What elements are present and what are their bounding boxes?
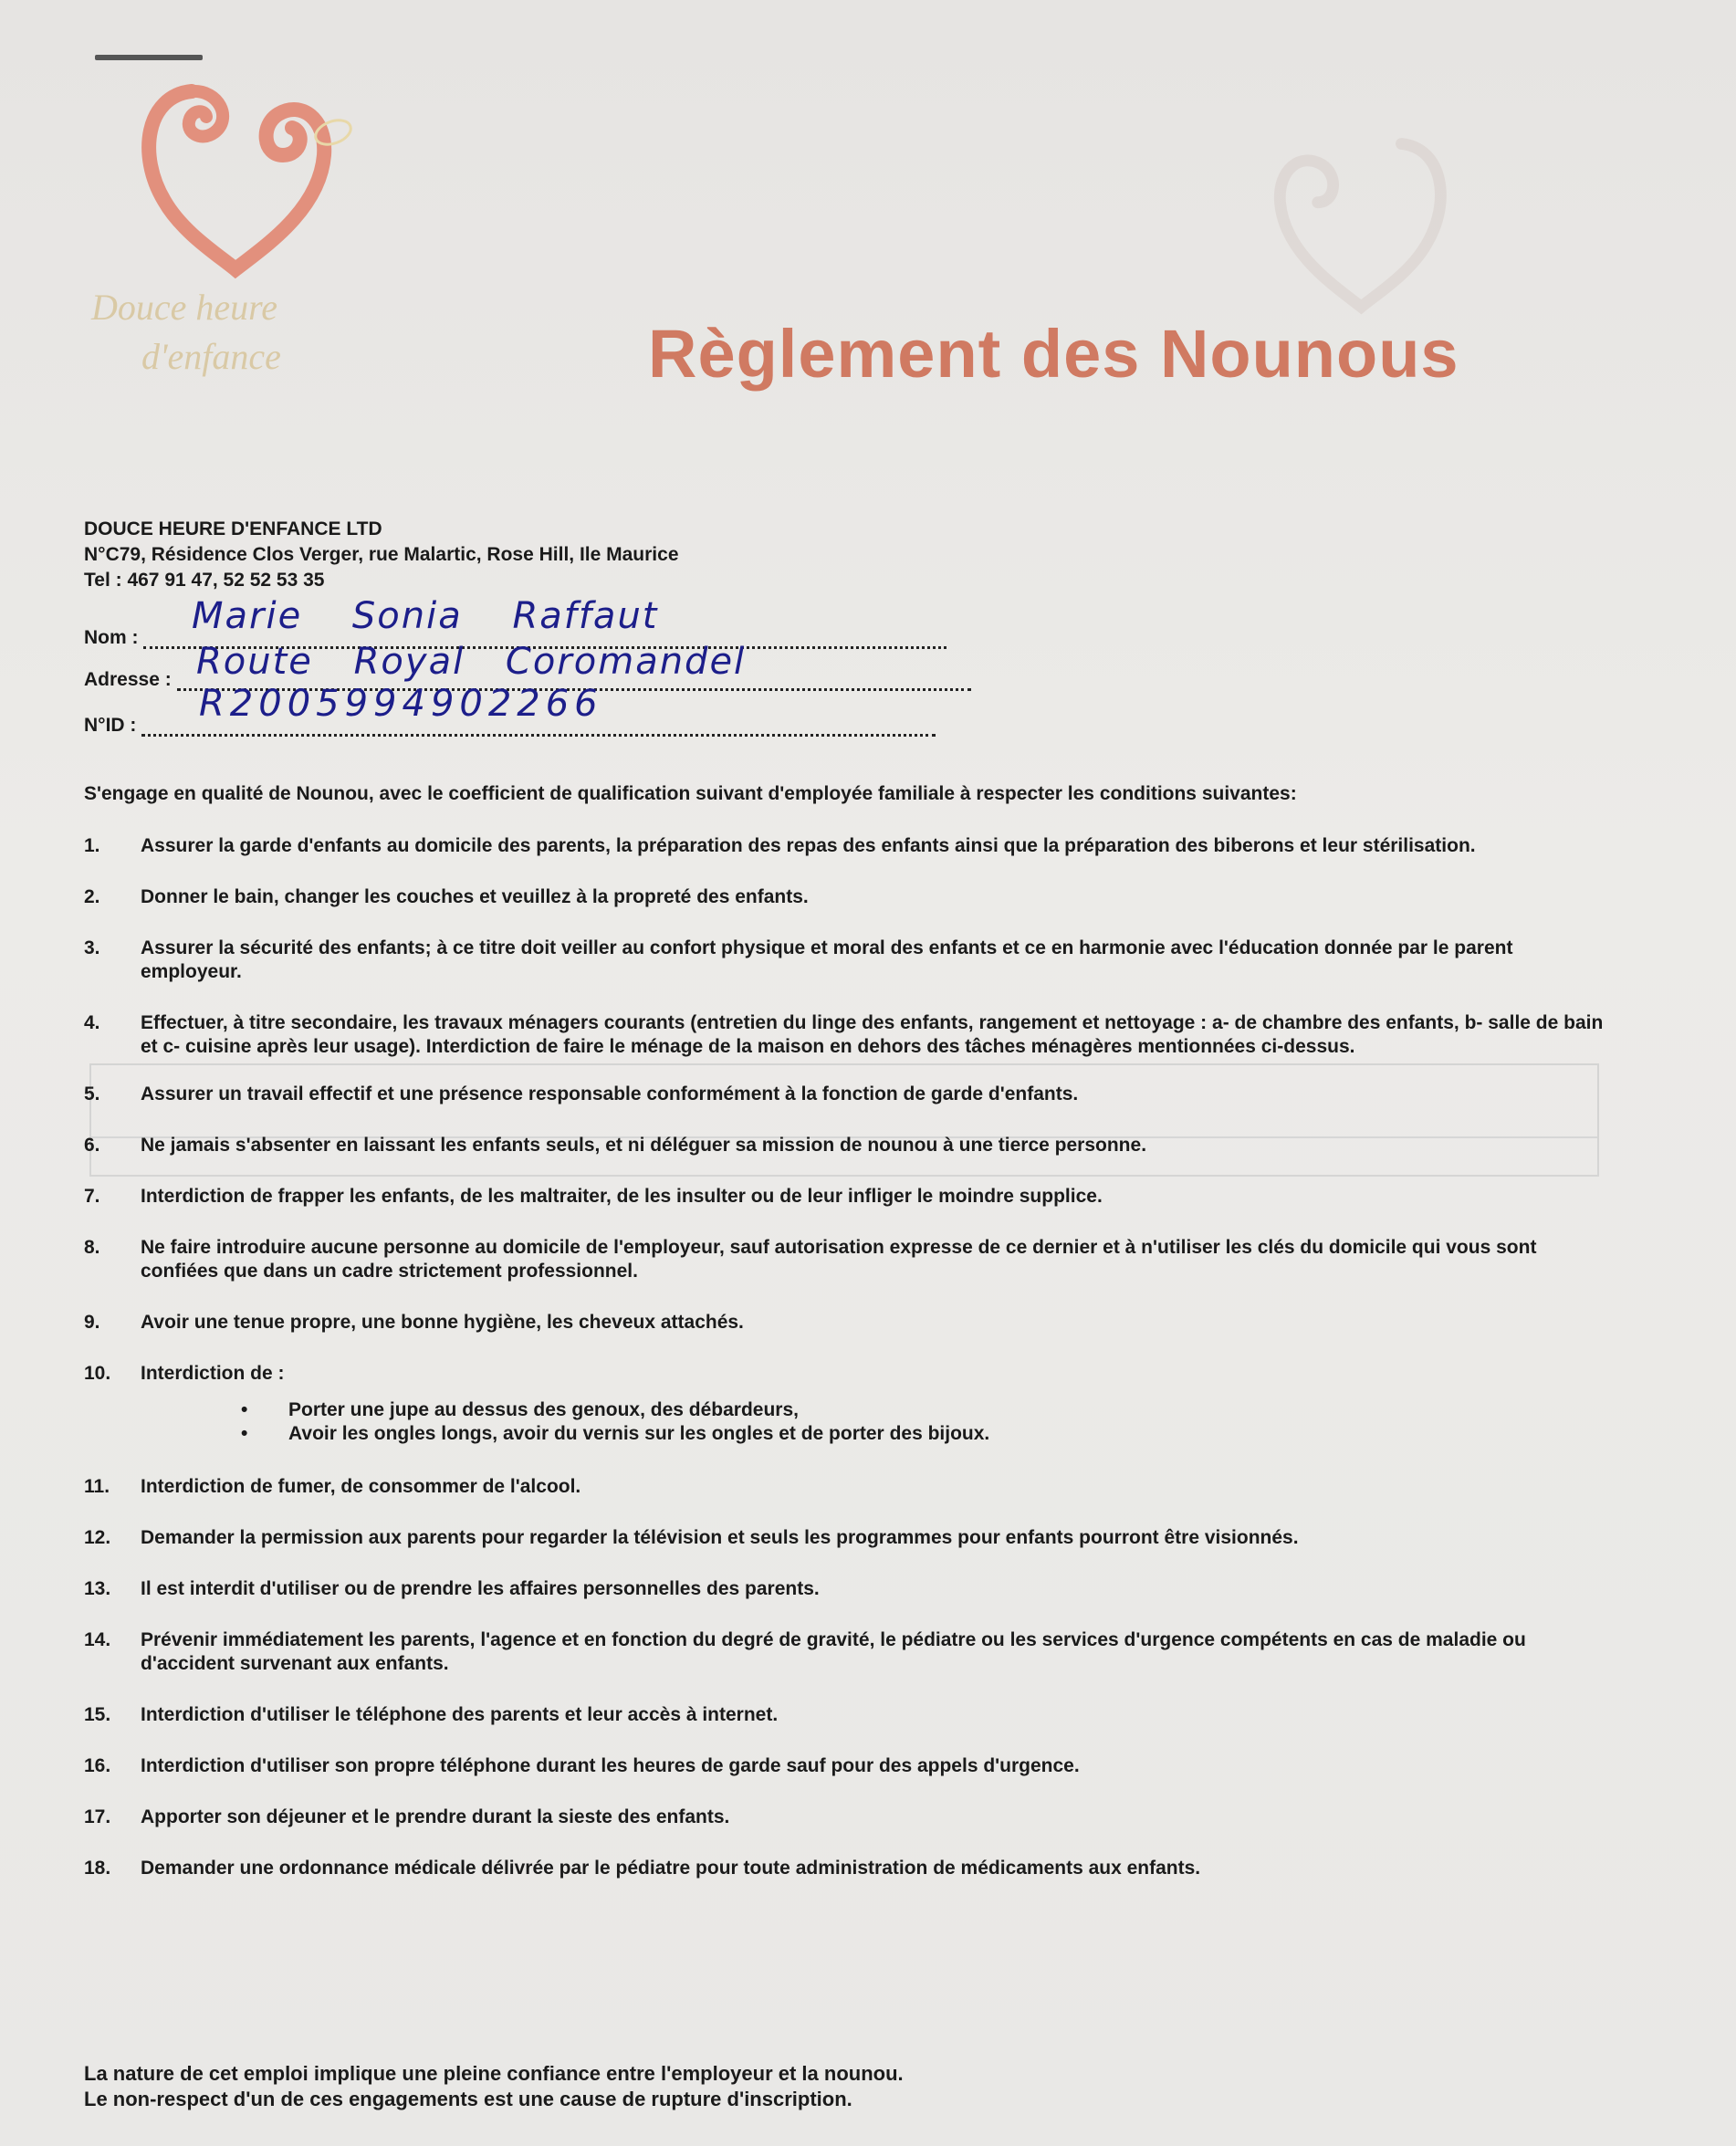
rule-text: Interdiction de :: [141, 1363, 285, 1384]
intro-text: S'engage en qualité de Nounou, avec le coefficient de qualification suivant d'employée familiale à respecter les conditions suivantes:: [84, 783, 1297, 804]
rule-number: 1.: [84, 835, 100, 856]
rule-item: [84, 1754, 1617, 1778]
rule-number: 3.: [84, 937, 100, 958]
rule-item: [84, 1311, 1617, 1335]
rule-item: [84, 1134, 1617, 1157]
rule-item: [84, 1628, 1617, 1676]
rule-text: Avoir une tenue propre, une bonne hygiène, les cheveux attachés.: [141, 1312, 744, 1333]
rule-text: Il est interdit d'utiliser ou de prendre les affaires personnelles des parents.: [141, 1578, 820, 1599]
rule-text: Interdiction de frapper les enfants, de les maltraiter, de les insulter ou de leur infliger le moindre supplice.: [141, 1186, 1103, 1207]
rule-item: [84, 1857, 1617, 1880]
rule-number: 10.: [84, 1363, 111, 1384]
logo-heart-icon: [128, 64, 356, 283]
rule-number: 16.: [84, 1755, 111, 1776]
rule-number: 12.: [84, 1527, 111, 1548]
company-address: N°C79, Résidence Clos Verger, rue Malartic, Rose Hill, Ile Maurice: [84, 544, 679, 565]
rule-item: [84, 834, 1617, 858]
rule-item: [84, 885, 1617, 909]
ghost-logo-icon: [1250, 119, 1460, 319]
bullet-item: • Avoir les ongles longs, avoir du vernis sur les ongles et de porter des bijoux.: [241, 1422, 1617, 1446]
id-label: N°ID :: [84, 715, 137, 736]
adresse-handwritten-value: Route Royal Coromandel: [196, 641, 747, 683]
rule-text: Interdiction d'utiliser son propre téléphone durant les heures de garde sauf pour des appels d'urgence.: [141, 1755, 1080, 1776]
ghost-bleedthrough-text: [990, 511, 1483, 675]
company-tel: Tel : 467 91 47, 52 52 53 35: [84, 570, 325, 591]
footer-line-2: Le non-respect d'un de ces engagements est une cause de rupture d'inscription.: [84, 2088, 852, 2110]
rule-number: 9.: [84, 1312, 100, 1333]
rule-item: [84, 1011, 1617, 1059]
rule-text: Assurer la sécurité des enfants; à ce titre doit veiller au confort physique et moral des enfants et ce en harmonie avec l'éducation donnée par le parent employeur.: [141, 937, 1513, 982]
rule-text: Interdiction d'utiliser le téléphone des parents et leur accès à internet.: [141, 1704, 779, 1725]
rule-item: [84, 937, 1617, 984]
rule-text: Donner le bain, changer les couches et veuillez à la propreté des enfants.: [141, 886, 809, 907]
rule-number: 8.: [84, 1237, 100, 1258]
id-handwritten-value: R2005994902266: [199, 683, 603, 725]
rule-text: Assurer la garde d'enfants au domicile des parents, la préparation des repas des enfants ainsi que la préparation des biberons et leur stérilisation.: [141, 835, 1476, 856]
page-title: Règlement des Nounous: [648, 316, 1459, 392]
rule-item: [84, 1475, 1617, 1499]
rule-item: [84, 1083, 1617, 1106]
rule-text: Assurer un travail effectif et une présence responsable conformément à la fonction de garde d'enfants.: [141, 1083, 1079, 1104]
rule-number: 13.: [84, 1578, 111, 1599]
rule-number: 5.: [84, 1083, 100, 1104]
company-name: DOUCE HEURE D'ENFANCE LTD: [84, 518, 382, 539]
rule-number: 7.: [84, 1186, 100, 1207]
rule-text: Prévenir immédiatement les parents, l'agence et en fonction du degré de gravité, le pédiatre ou les services d'urgence compétents en cas de maladie ou d'accident survenant aux enfants.: [141, 1629, 1526, 1674]
rule-number: 6.: [84, 1135, 100, 1156]
adresse-label: Adresse :: [84, 669, 172, 690]
rule-text: Ne faire introduire aucune personne au domicile de l'employeur, sauf autorisation expresse de ce dernier et à n'utiliser les clés du domicile qui vous sont confiées que dans un cadre strictement professionnel.: [141, 1237, 1537, 1282]
rule-text: Ne jamais s'absenter en laissant les enfants seuls, et ni déléguer sa mission de nounou à une tierce personne.: [141, 1135, 1147, 1156]
rule-text: Demander une ordonnance médicale délivrée par le pédiatre pour toute administration de médicaments aux enfants.: [141, 1858, 1201, 1879]
logo-text-line1: Douce heure: [91, 287, 277, 328]
company-block: [84, 517, 679, 593]
rule-item: [84, 1806, 1617, 1829]
rule-number: 4.: [84, 1012, 100, 1033]
rule-number: 2.: [84, 886, 100, 907]
rule-item: [84, 1185, 1617, 1209]
footer-line-1: La nature de cet emploi implique une pleine confiance entre l'employeur et la nounou.: [84, 2062, 904, 2085]
logo-wordmark: [91, 283, 281, 382]
rule-number: 17.: [84, 1806, 111, 1827]
rule-item: [84, 1362, 1617, 1446]
rule-text: Apporter son déjeuner et le prendre durant la sieste des enfants.: [141, 1806, 730, 1827]
rule-item: [84, 1703, 1617, 1727]
nom-handwritten-value: Marie Sonia Raffaut: [192, 595, 659, 637]
rule-number: 15.: [84, 1704, 111, 1725]
rules-list: [84, 829, 1617, 1880]
rule-item: [84, 1526, 1617, 1550]
rule-text: Demander la permission aux parents pour regarder la télévision et seuls les programmes pour enfants pourront être visionnés.: [141, 1527, 1299, 1548]
rule-item: [84, 1236, 1617, 1283]
rule-number: 14.: [84, 1629, 111, 1650]
rule-text: Interdiction de fumer, de consommer de l'alcool.: [141, 1476, 581, 1497]
rule-item: [84, 1577, 1617, 1601]
bullet-item: • Porter une jupe au dessus des genoux, des débardeurs,: [241, 1398, 1617, 1422]
rule-number: 11.: [84, 1476, 110, 1497]
rule-text: Effectuer, à titre secondaire, les travaux ménagers courants (entretien du linge des enfants, rangement et nettoyage : a- de chambre des enfants, b- salle de bain et c- cuisine après leur usage). Interdiction de faire le ménage de la maison en dehors des tâches ménagères mentionnées ci-dessus.: [141, 1012, 1604, 1057]
nom-label: Nom :: [84, 627, 139, 648]
logo-text-line2: d'enfance: [141, 336, 281, 377]
rule-number: 18.: [84, 1858, 111, 1879]
footer-notice: [84, 2061, 904, 2112]
top-mark: [95, 55, 203, 60]
rule-10-bullets: [141, 1398, 1617, 1446]
